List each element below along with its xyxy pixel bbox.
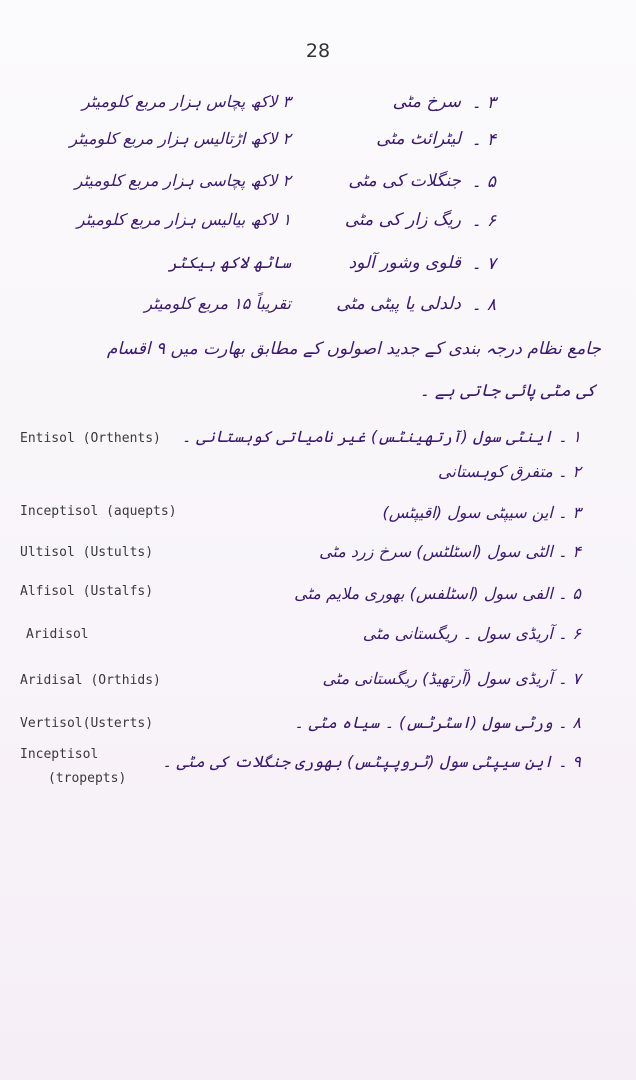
soil-name: قلوی وشور آلود [348,253,461,273]
list-item [0,129,636,161]
urdu-name: ۴ ۔ الٹی سول (اسٹلٹس) سرخ زرد مٹی [319,542,581,561]
table-row [0,501,636,541]
urdu-name: ۲ ۔ متفرق کوہستانی [438,462,581,481]
list-item [0,171,636,203]
urdu-name: ۳ ۔ این سیپٹی سول (اقیپٹس) [382,503,581,522]
urdu-name: ۵ ۔ الفی سول (اسٹلفس) بھوری ملایم مٹی [294,584,581,603]
soil-name: ریگ زار کی مٹی [344,210,461,230]
soil-name: سرخ مٹی [392,92,461,112]
latin-name: Aridisol [26,627,89,642]
latin-name: Ultisol (Ustults) [20,545,154,560]
area-value: ۲ لاکھ پچاسی ہزار مربع کلومیٹر [74,171,291,190]
item-number: ۵ ۔ [471,172,496,192]
area-value: ۳ لاکھ پچاس ہزار مربع کلومیٹر [81,92,291,111]
list-item [0,210,636,242]
list-item [0,253,636,285]
area-value: تقریباً ۱۵ مربع کلومیٹر [144,294,291,313]
page-number: 28 [305,40,331,62]
list-item [0,92,636,124]
urdu-name: ۱ ۔ اینٹی سول (آرتھینٹس) غیر نامیاتی کوہستانی ۔ [181,427,581,446]
table-row [0,540,636,580]
latin-name: Inceptisol [20,747,99,762]
area-value: ۱ لاکھ بیالیس ہزار مربع کلومیٹر [76,210,291,229]
latin-name: Alfisol (Ustalfs) [20,584,154,599]
soil-name: لیٹرائٹ مٹی [376,129,461,149]
urdu-name: ۹ ۔ این سیپٹی سول (ٹروپپٹس) بھوری جنگلات کی مٹی ۔ [162,752,581,771]
area-value: ساٹھ لاکھ ہیکٹر [168,253,291,272]
table-row [0,667,636,707]
item-number: ۸ ۔ [471,295,496,315]
latin-name: Aridisal (Orthids) [20,673,161,688]
item-number: ۷ ۔ [471,254,496,274]
area-value: ۲ لاکھ اڑتالیس ہزار مربع کلومیٹر [69,129,291,148]
latin-name: Vertisol(Usterts) [20,716,154,731]
intro-line-1: جامع نظام درجہ بندی کے جدید اصولوں کے مطابق بھارت میں ۹ اقسام [106,339,601,359]
item-number: ۶ ۔ [471,211,496,231]
soil-name: دلدلی یا پیٹی مٹی [336,294,461,314]
table-row [0,622,636,662]
urdu-name: ۷ ۔ آریڈی سول (آرتھیڈ) ریگستانی مٹی [322,669,581,688]
soil-name: جنگلات کی مٹی [348,171,461,191]
item-number: ۳ ۔ [471,93,496,113]
list-item [0,294,636,326]
table-row [0,744,636,794]
table-row [0,582,636,622]
latin-name-subtype: (tropepts) [48,771,127,786]
item-number: ۴ ۔ [471,130,496,150]
latin-name: Entisol (Orthents) [20,431,161,446]
table-row [0,458,636,498]
urdu-name: ۶ ۔ آریڈی سول ۔ ریگستانی مٹی [362,624,581,643]
urdu-name: ۸ ۔ ورٹی سول (اسٹرٹس) ۔ سیاہ مٹی ۔ [294,713,581,732]
latin-name: Inceptisol (aquepts) [20,504,177,519]
intro-line-2: کی مٹی پائی جاتی ہے ۔ [419,381,596,401]
